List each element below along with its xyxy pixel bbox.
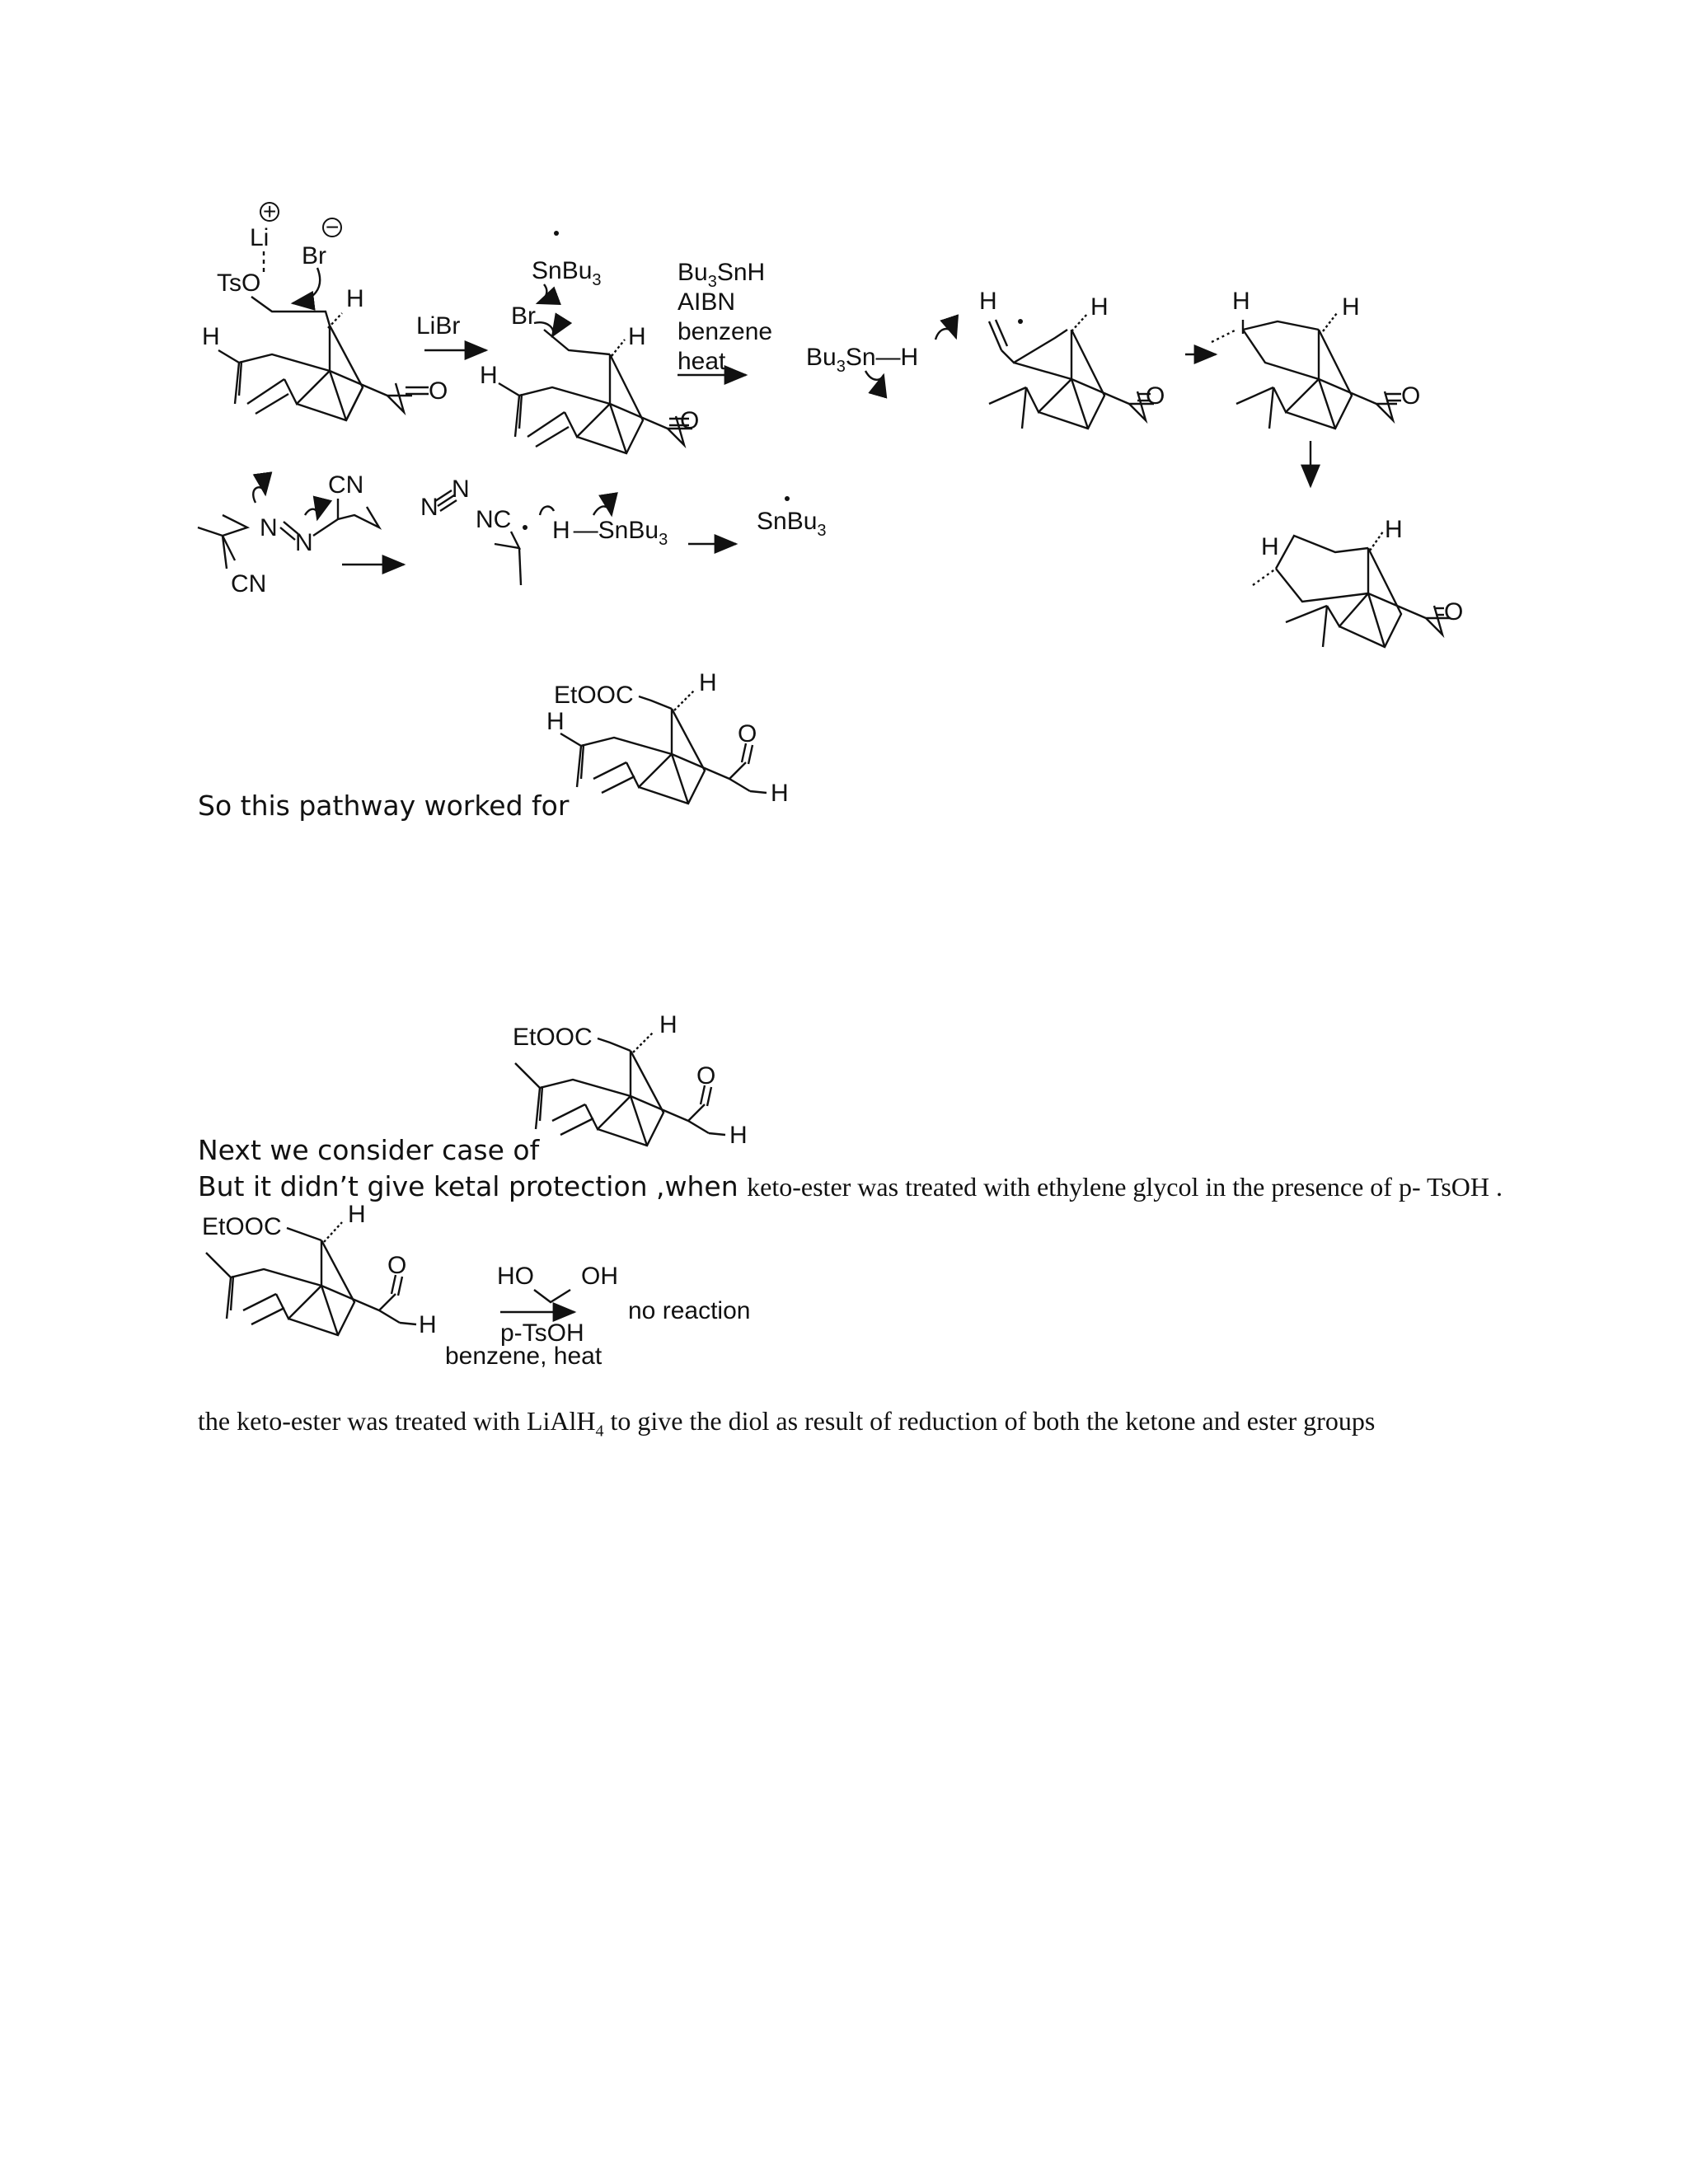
text-lialh4-sub: 4 [595, 1422, 604, 1441]
glycol-oh-label: OH [581, 1263, 618, 1290]
arrow-libr [416, 312, 486, 350]
h2-left-label: H [480, 362, 498, 389]
br-ion-label: Br [302, 242, 326, 269]
text-ketal-part2: keto-ester was treated with ethylene glycol in the presence of p- TsOH . [747, 1172, 1503, 1202]
aibn-n-b-label: N [295, 529, 313, 556]
text-lialh4-part1: the keto-ester was treated with LiAlH [198, 1406, 596, 1436]
arrow1-reagent: LiBr [416, 312, 461, 340]
product-h2-label: H [1342, 293, 1360, 321]
ketoester1-h-left-label: H [546, 708, 565, 735]
final-h1-label: H [1261, 533, 1279, 560]
h-sn-label: H —SnBu$_3$ [552, 517, 668, 549]
ketoester3-h-right-label: H [419, 1311, 437, 1338]
tso-label: TsO [217, 269, 261, 297]
reagent-line3: benzene [678, 318, 773, 345]
ketoester1-h-right-label: H [771, 780, 789, 807]
final-h2-label: H [1385, 516, 1403, 543]
ketoester2-h-right-label: H [729, 1122, 748, 1149]
n2-a-label: N [452, 476, 470, 503]
text-lialh4-reduction [198, 1406, 1375, 1441]
molecule-final-product [1253, 516, 1463, 647]
aibn-fragments [420, 476, 668, 585]
reagent-ptsoh: p-TsOH [500, 1319, 584, 1347]
br-atom-label: Br [511, 302, 536, 330]
ketoester2-o-label: O [696, 1062, 716, 1090]
ketoester1-h-top-label: H [699, 669, 717, 696]
ketoester1-etooc-label: EtOOC [554, 682, 634, 709]
ketoester2-etooc-label: EtOOC [513, 1024, 593, 1051]
ketoester3-etooc-label: EtOOC [202, 1213, 282, 1240]
aibn-cn-top-label: CN [328, 471, 364, 499]
molecule-tosylate [202, 199, 448, 420]
arrow-ketal-conditions [445, 1263, 750, 1370]
tin-hydride [806, 329, 956, 380]
aibn-cn-bottom-label: CN [231, 570, 267, 598]
radical-h1-label: H [979, 288, 997, 315]
molecule-cyclized-product [1212, 288, 1420, 429]
n2-b-label: N [420, 494, 438, 521]
tin-hydride-label: $Bu_3Sn—H$ [806, 344, 919, 376]
h-top-label: H [346, 285, 364, 312]
final-o-label: O [1444, 598, 1464, 626]
li-charge-plus: + [263, 199, 277, 224]
ketoester3-h-top-label: H [348, 1201, 366, 1228]
arrow-radical-conditions [678, 259, 772, 375]
molecule-keto-ester-3 [202, 1201, 437, 1338]
ketoester2-h-top-label: H [659, 1011, 678, 1038]
reagent-line2: AIBN [678, 288, 736, 316]
molecule-keto-ester-1 [546, 669, 789, 807]
product-o-label: O [1401, 382, 1421, 410]
aibn-n-a-label: N [260, 514, 278, 541]
reagent-line4: heat [678, 348, 726, 375]
h-left-label: H [202, 323, 220, 350]
h2-top-label: H [628, 323, 646, 350]
ketone-o-label: O [429, 377, 448, 405]
molecule-keto-ester-2 [513, 1011, 748, 1149]
molecule-radical-intermediate [979, 288, 1165, 429]
product-h1-label: H [1232, 288, 1250, 315]
no-reaction-label: no reaction [628, 1297, 751, 1324]
tin-radical-label: SnBu$_3$ [757, 508, 827, 540]
br-charge-minus: − [326, 214, 340, 240]
ketone2-o-label: O [680, 407, 700, 434]
text-lialh4-part2: to give the diol as result of reduction of both the ketone and ester groups [603, 1406, 1376, 1436]
radical-h2-label: H [1090, 293, 1109, 321]
text-ketal-part1: But it didn’t give ketal protection ,when [198, 1170, 748, 1202]
caption-pathway-worked: So this pathway worked for [198, 790, 570, 822]
ketoester1-o-label: O [738, 720, 757, 748]
glycol-ho-label: HO [497, 1263, 534, 1290]
molecule-aibn [198, 471, 379, 598]
tin-radical [757, 496, 827, 540]
sn-radical-label: SnBu$_3$ [532, 257, 602, 289]
li-label: Li [250, 224, 270, 251]
text-ketal-protection [198, 1170, 1503, 1202]
reagent-benzene-heat: benzene, heat [445, 1343, 603, 1370]
caption-next-case: Next we consider case of [198, 1134, 540, 1166]
reagent-line1: $Bu_3SnH$ [678, 259, 766, 291]
nc-label: NC [476, 506, 512, 533]
radical-o-label: O [1146, 382, 1165, 410]
ketoester3-o-label: O [387, 1252, 407, 1279]
molecule-bromide [480, 231, 699, 453]
